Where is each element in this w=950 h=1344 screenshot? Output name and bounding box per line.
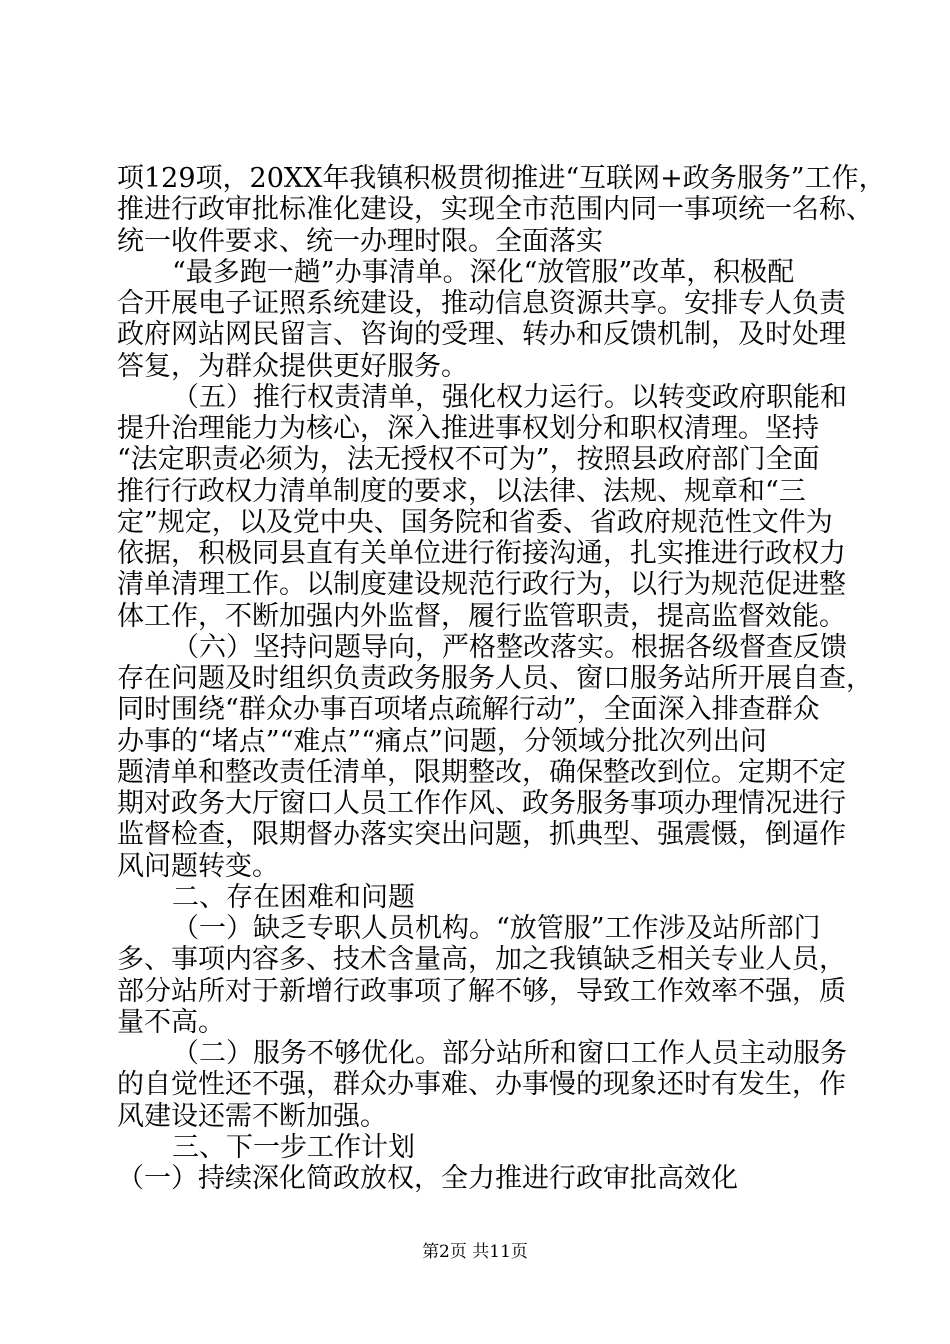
text-line: 合开展电子证照系统建设，推动信息资源共享。安排专人负责 <box>117 288 846 319</box>
text-line: 监督检查，限期督办落实突出问题，抓典型、强震慑，倒逼作 <box>117 819 846 850</box>
text-line: 提升治理能力为核心，深入推进事权划分和职权清理。坚持 <box>117 413 819 444</box>
text-line: “最多跑一趟”办事清单。深化“放管服”改革，积极配 <box>172 257 795 288</box>
text-line: 量不高。 <box>117 1007 225 1038</box>
text-line: 答复，为群众提供更好服务。 <box>117 351 468 382</box>
text-line: 题清单和整改责任清单，限期整改，确保整改到位。定期不定 <box>117 757 846 788</box>
text-line: 推行行政权力清单制度的要求，以法律、法规、规章和“三 <box>117 476 806 507</box>
text-line: 推进行政审批标准化建设，实现全市范围内同一事项统一名称、 <box>117 194 873 225</box>
section-heading: 三、下一步工作计划 <box>172 1132 415 1163</box>
text-line: “法定职责必须为，法无授权不可为”，按照县政府部门全面 <box>117 444 820 475</box>
text-line: 统一收件要求、统一办理时限。全面落实 <box>117 226 603 257</box>
text-line: 依据，积极同县直有关单位进行衔接沟通，扎实推进行政权力 <box>117 538 846 569</box>
text-line: 政府网站网民留言、咨询的受理、转办和反馈机制，及时处理 <box>117 319 846 350</box>
text-line: （一）缺乏专职人员机构。“放管服”工作涉及站所部门 <box>172 913 821 944</box>
text-line: 项129项，20XX年我镇积极贯彻推进“互联网+政务服务”工作， <box>117 163 886 194</box>
text-line: 同时围绕“群众办事百项堵点疏解行动”，全面深入排查群众 <box>117 694 820 725</box>
text-line: 部分站所对于新增行政事项了解不够，导致工作效率不强，质 <box>117 976 846 1007</box>
text-line: （二）服务不够优化。部分站所和窗口工作人员主动服务 <box>172 1038 847 1069</box>
text-line: 定”规定，以及党中央、国务院和省委、省政府规范性文件为 <box>117 507 833 538</box>
page-footer: 第2页 共11页 <box>422 1242 528 1262</box>
text-line: 清单清理工作。以制度建设规范行政行为，以行为规范促进整 <box>117 569 846 600</box>
text-line: 风建设还需不断加强。 <box>117 1101 387 1132</box>
text-line: （五）推行权责清单，强化权力运行。以转变政府职能和 <box>172 382 847 413</box>
text-line: （一）持续深化简政放权，全力推进行政审批高效化 <box>117 1163 738 1194</box>
text-line: （六）坚持问题导向，严格整改落实。根据各级督查反馈 <box>172 632 847 663</box>
text-line: 存在问题及时组织负责政务服务人员、窗口服务站所开展自查， <box>117 663 873 694</box>
text-line: 的自觉性还不强，群众办事难、办事慢的现象还时有发生，作 <box>117 1069 846 1100</box>
text-line: 体工作，不断加强内外监督，履行监管职责，提高监督效能。 <box>117 601 846 632</box>
text-line: 多、事项内容多、技术含量高，加之我镇缺乏相关专业人员， <box>117 944 846 975</box>
text-line: 期对政务大厅窗口人员工作作风、政务服务事项办理情况进行 <box>117 788 846 819</box>
text-line: 办事的“堵点”“难点”“痛点”问题，分领域分批次列出问 <box>117 726 767 757</box>
section-heading: 二、存在困难和问题 <box>172 882 415 913</box>
text-line: 风问题转变。 <box>117 851 279 882</box>
